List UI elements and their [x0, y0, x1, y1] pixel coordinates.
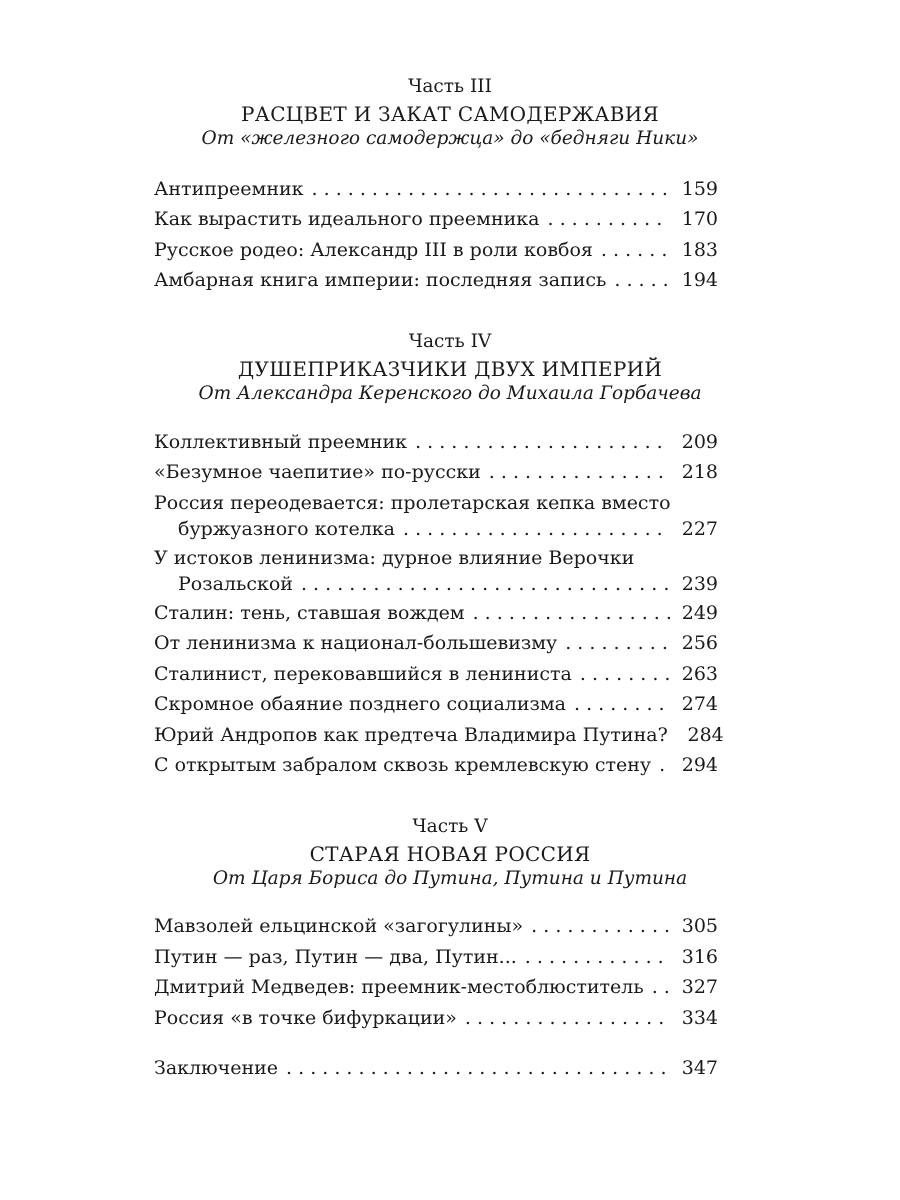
toc-entry-page: 347: [681, 1057, 718, 1079]
toc-entry[interactable]: [154, 545, 718, 597]
dot-leader: [652, 974, 670, 1000]
toc-entry-title: Россия «в точке бифуркации»: [154, 1007, 457, 1029]
toc-entry-title: У истоков ленинизма: дурное влияние Верочки: [154, 547, 635, 569]
part-label: Часть V: [412, 816, 488, 837]
dot-leader: [565, 630, 670, 656]
toc-entry-page: 170: [681, 208, 718, 230]
toc-entry-page: 183: [681, 239, 718, 261]
toc-entry-page: 284: [687, 724, 724, 746]
dot-leader: [473, 600, 670, 626]
dot-leader: [614, 267, 670, 293]
toc-entry[interactable]: [154, 206, 718, 232]
toc-entry-page: 239: [681, 573, 718, 595]
toc-entry[interactable]: [154, 490, 718, 542]
toc-entry-title: Путин — раз, Путин — два, Путин...: [154, 946, 517, 968]
toc-entry-title: Юрий Андропов как предтеча Владимира Путина?: [154, 724, 668, 746]
dot-leader: [659, 752, 670, 778]
part-4-header: [0, 331, 900, 405]
toc-entry-page: 316: [681, 946, 718, 968]
dot-leader: [312, 176, 670, 202]
toc-entry-title: Дмитрий Медведев: преемник-местоблюститель: [154, 976, 644, 998]
toc-entry-page: 256: [681, 632, 718, 654]
toc-entry-title: Сталинист, перековавшийся в лениниста: [154, 663, 572, 685]
toc-entry[interactable]: [154, 176, 718, 202]
toc-entry-title-continued: Розальской: [178, 573, 293, 595]
toc-entry-title: Амбарная книга империи: последняя запись: [154, 269, 607, 291]
toc-entry-page: 263: [681, 663, 718, 685]
toc-entry-page: 209: [681, 431, 718, 453]
toc-entry[interactable]: [154, 913, 718, 939]
dot-leader: [525, 944, 670, 970]
toc-entry-page: 274: [681, 693, 718, 715]
part-subtitle: От Царя Бориса до Путина, Путина и Путина: [212, 868, 688, 889]
toc-entry-title: Как вырастить идеального преемника: [154, 208, 540, 230]
toc-entry-conclusion[interactable]: [154, 1055, 718, 1081]
toc-entry[interactable]: [154, 661, 718, 687]
dot-leader: [574, 691, 670, 717]
toc-entry[interactable]: [154, 267, 718, 293]
toc-entry-title: «Безумное чаепитие» по-русски: [154, 461, 481, 483]
dot-leader: [580, 661, 670, 687]
dot-leader: [286, 1055, 670, 1081]
dot-leader: [489, 459, 670, 485]
toc-entry[interactable]: [154, 600, 718, 626]
toc-entry-page: 334: [681, 1007, 718, 1029]
toc-entry[interactable]: [154, 974, 718, 1000]
dot-leader: [415, 429, 670, 455]
toc-entry-title: Антипреемник: [154, 178, 304, 200]
toc-entry-page: 294: [681, 754, 718, 776]
toc-entry-title: Заключение: [154, 1057, 279, 1079]
toc-entry-title: Мавзолей ельцинской «загогулины»: [154, 915, 524, 937]
dot-leader: [547, 206, 670, 232]
toc-entry[interactable]: [154, 944, 718, 970]
toc-entry[interactable]: [154, 752, 718, 778]
part-label: Часть IV: [408, 331, 492, 352]
part-subtitle: От Александра Керенского до Михаила Горбачева: [198, 383, 702, 404]
toc-entry[interactable]: [154, 630, 718, 656]
part-title: ДУШЕПРИКАЗЧИКИ ДВУХ ИМПЕРИЙ: [237, 357, 663, 381]
toc-entry[interactable]: [154, 1005, 718, 1031]
toc-entry-page: 249: [681, 602, 718, 624]
toc-entry[interactable]: [154, 429, 718, 455]
toc-entry-page: 159: [681, 178, 718, 200]
part-title: СТАРАЯ НОВАЯ РОССИЯ: [309, 842, 591, 866]
toc-entry[interactable]: [154, 459, 718, 485]
part-subtitle: От «железного самодержца» до «бедняги Ники»: [201, 128, 699, 149]
dot-leader: [301, 571, 670, 597]
toc-entry-title: От ленинизма к национал-большевизму: [154, 632, 558, 654]
toc-entry-page: 227: [681, 518, 718, 540]
dot-leader: [531, 913, 670, 939]
part-5-header: [0, 816, 900, 890]
toc-entry-page: 218: [681, 461, 718, 483]
toc-entry-page: 327: [681, 976, 718, 998]
toc-entry[interactable]: [154, 691, 718, 717]
part-3-header: [0, 76, 900, 150]
toc-entry-title: Россия переодевается: пролетарская кепка вместо: [154, 492, 671, 514]
toc-entry-title: С открытым забралом сквозь кремлевскую стену: [154, 754, 652, 776]
toc-entry[interactable]: [154, 722, 724, 748]
dot-leader: [403, 516, 670, 542]
part-label: Часть III: [408, 76, 492, 97]
toc-entry-page: 194: [681, 269, 718, 291]
dot-leader: [465, 1005, 670, 1031]
toc-entry-title: Скромное обаяние позднего социализма: [154, 693, 566, 715]
part-title: РАСЦВЕТ И ЗАКАТ САМОДЕРЖАВИЯ: [240, 102, 660, 126]
toc-entry-title: Коллективный преемник: [154, 431, 408, 453]
toc-entry[interactable]: [154, 237, 718, 263]
toc-entry-title-continued: буржуазного котелка: [178, 518, 396, 540]
toc-entry-page: 305: [681, 915, 718, 937]
toc-entry-title: Русское родео: Александр III в роли ковбоя: [154, 239, 593, 261]
toc-entry-title: Сталин: тень, ставшая вождем: [154, 602, 465, 624]
dot-leader: [601, 237, 670, 263]
